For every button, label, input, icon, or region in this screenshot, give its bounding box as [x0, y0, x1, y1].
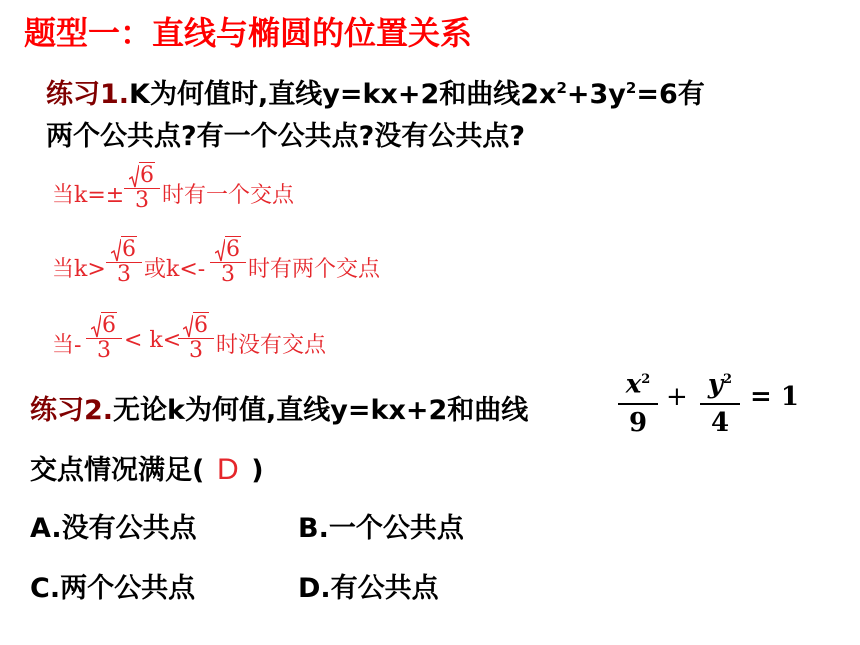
answer-row-1-suffix: 时有一个交点	[162, 183, 295, 208]
exercise-2-text: 无论k为何值,直线y=kx+2和曲线	[113, 395, 529, 426]
equation-x-fraction	[618, 362, 658, 441]
exercise-1-text-a: K为何值时,直线y=kx+2和曲线2x	[129, 79, 557, 110]
fraction-sqrt6-over-3	[106, 238, 142, 287]
exercise-1-text-c: =6有	[636, 79, 705, 110]
equation-y-fraction	[700, 362, 740, 441]
page-title: 题型一：直线与椭圆的位置关系	[24, 14, 473, 52]
equation-x-exponent: 2	[641, 372, 651, 387]
fraction-numerator: 6	[140, 163, 154, 188]
equation-x-denominator: 9	[628, 407, 648, 438]
option-a: A.没有公共点	[30, 513, 197, 544]
equation-plus: +	[666, 382, 688, 412]
option-d: D.有公共点	[298, 573, 439, 604]
exercise-2-line-2-suffix: )	[251, 455, 264, 486]
fraction-denominator: 3	[189, 338, 203, 363]
ellipse-equation	[618, 362, 818, 442]
answer-row-2-suffix: 时有两个交点	[248, 257, 381, 282]
exercise-2-label: 练习2.	[30, 395, 114, 426]
exercise-1-sup-2: 2	[625, 79, 637, 97]
option-b: B.一个公共点	[298, 513, 464, 544]
exercise-2-answer: D	[216, 453, 239, 486]
fraction-sqrt6-over-3	[210, 238, 246, 287]
radical-sign-icon	[91, 314, 101, 338]
equation-y-exponent: 2	[723, 372, 733, 387]
radical-sign-icon	[129, 164, 139, 188]
equation-y: y	[707, 369, 724, 400]
exercise-1-text-b: +3y	[566, 79, 626, 110]
exercise-2-line-1	[30, 388, 528, 427]
exercise-1-sup-1: 2	[556, 79, 567, 97]
fraction-numerator: 6	[226, 237, 240, 262]
fraction-numerator: 6	[102, 313, 116, 338]
equation-y-denominator: 4	[710, 407, 730, 438]
exercise-1-line-1	[46, 72, 705, 111]
fraction-sqrt6-over-3	[86, 314, 122, 363]
answer-row-1-prefix: 当k=±	[52, 183, 125, 208]
exercise-1-answers	[52, 158, 472, 378]
fraction-numerator: 6	[122, 237, 136, 262]
fraction-sqrt6-over-3	[124, 164, 160, 213]
option-c: C.两个公共点	[30, 573, 196, 604]
fraction-sqrt6-over-3	[178, 314, 214, 363]
answer-row-3-middle: < k<	[124, 328, 182, 353]
exercise-1-line-2: 两个公共点?有一个公共点?没有公共点?	[46, 121, 525, 152]
answer-row-2-middle: 或k<-	[144, 257, 206, 282]
radical-sign-icon	[215, 238, 225, 262]
answer-row-2-prefix: 当k>	[52, 257, 106, 282]
exercise-2-line-2	[30, 448, 264, 487]
answer-row-3-suffix: 时没有交点	[216, 333, 327, 358]
exercise-1-label: 练习1.	[46, 79, 130, 110]
equation-x: x	[625, 369, 642, 400]
answer-row-3-prefix: 当-	[52, 333, 82, 358]
fraction-denominator: 3	[135, 188, 149, 213]
radical-sign-icon	[183, 314, 193, 338]
fraction-denominator: 3	[221, 262, 235, 287]
radical-sign-icon	[111, 238, 121, 262]
equation-rhs: = 1	[750, 382, 799, 412]
fraction-denominator: 3	[117, 262, 131, 287]
fraction-denominator: 3	[97, 338, 111, 363]
exercise-2-line-2-prefix: 交点情况满足(	[30, 455, 205, 486]
fraction-numerator: 6	[194, 313, 208, 338]
